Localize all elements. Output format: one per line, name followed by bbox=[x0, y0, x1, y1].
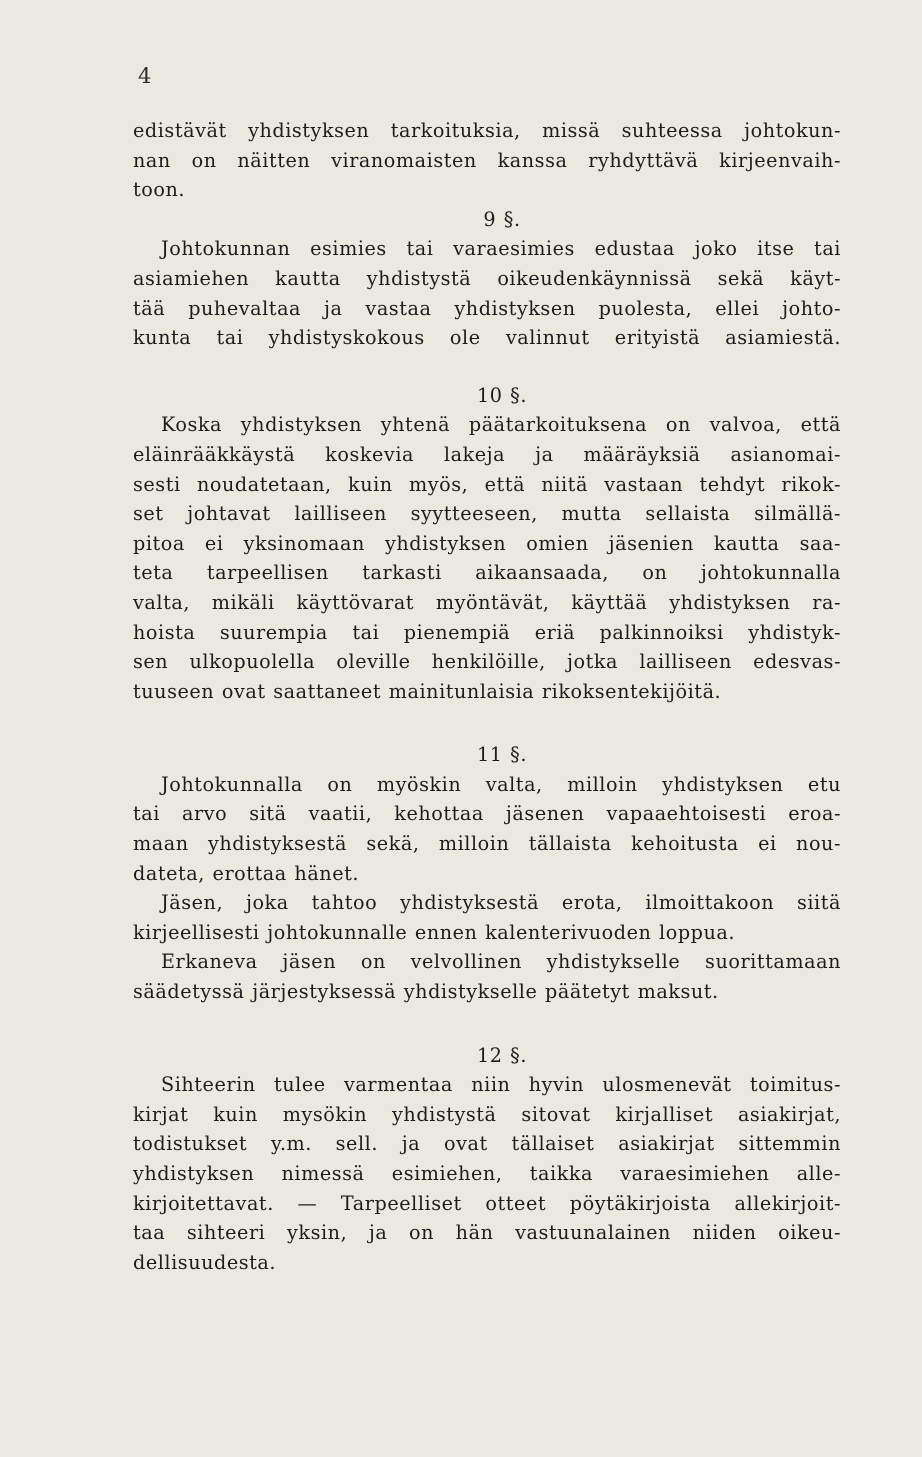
text-line: tuuseen ovat saattaneet mainitunlaisia rikoksentekijöitä. bbox=[133, 679, 722, 703]
text-line: pitoa ei yksinomaan yhdistyksen omien jäsenien kautta saa- bbox=[133, 531, 841, 555]
section-heading-12: 12 §. bbox=[477, 1043, 527, 1067]
page-number: 4 bbox=[138, 64, 152, 88]
text-line: kirjat kuin mysökin yhdistystä sitovat kirjalliset asiakirjat, bbox=[133, 1102, 841, 1126]
text-line: yhdistyksen nimessä esimiehen, taikka varaesimiehen alle- bbox=[133, 1162, 841, 1185]
section-heading-11: 11 §. bbox=[477, 743, 527, 767]
text-line: nan on näitten viranomaisten kanssa ryhdyttävä kirjeenvaih- bbox=[133, 148, 841, 172]
text-line: set johtavat lailliseen syytteeseen, mutta sellaista silmällä- bbox=[133, 502, 841, 526]
paragraph-continuation bbox=[133, 116, 841, 205]
text-line: toon. bbox=[133, 178, 186, 202]
text-line: Johtokunnalla on myöskin valta, milloin yhdistyksen etu bbox=[161, 772, 841, 796]
text-line: todistukset y.m. sell. ja ovat tällaiset asiakirjat sittemmin bbox=[133, 1132, 841, 1156]
paragraph-section-11-a bbox=[133, 770, 841, 888]
paragraph-section-11-c bbox=[133, 947, 841, 1006]
text-line: Erkaneva jäsen on velvollinen yhdistykselle suorittamaan bbox=[161, 950, 841, 974]
text-line: dellisuudesta. bbox=[133, 1250, 277, 1274]
paragraph-section-11-b bbox=[133, 888, 841, 947]
text-line: maan yhdistyksestä sekä, milloin tällaista kehoitusta ei nou- bbox=[133, 832, 841, 856]
text-line: hoista suurempia tai pienempiä eriä palkinnoiksi yhdistyk- bbox=[133, 620, 841, 644]
text-line: asiamiehen kautta yhdistystä oikeudenkäynnissä sekä käyt- bbox=[133, 266, 841, 290]
text-line: teta tarpeellisen tarkasti aikaansaada, on johtokunnalla bbox=[133, 561, 841, 585]
text-line: Jäsen, joka tahtoo yhdistyksestä erota, ilmoittakoon siitä bbox=[161, 891, 841, 915]
text-line: sen ulkopuolella oleville henkilöille, jotka lailliseen edesvas- bbox=[133, 650, 841, 674]
text-line: Johtokunnan esimies tai varaesimies edustaa joko itse tai bbox=[161, 237, 841, 261]
text-line: kirjeellisesti johtokunnalle ennen kalenterivuoden loppua. bbox=[133, 920, 736, 944]
text-line: eläinrääkkäystä koskevia lakeja ja määräyksiä asianomai- bbox=[133, 442, 841, 466]
text-line: tää puhevaltaa ja vastaa yhdistyksen puolesta, ellei johto- bbox=[133, 296, 841, 320]
text-line: taa sihteeri yksin, ja on hän vastuunalainen niiden oikeu- bbox=[133, 1221, 841, 1245]
paragraph-section-10 bbox=[133, 410, 841, 706]
text-line: Sihteerin tulee varmentaa niin hyvin ulosmenevät toimitus- bbox=[161, 1073, 841, 1097]
text-line: valta, mikäli käyttövarat myöntävät, käyttää yhdistyksen ra- bbox=[133, 590, 841, 614]
document-body bbox=[133, 116, 841, 1277]
paragraph-section-12 bbox=[133, 1070, 841, 1277]
text-line: Koska yhdistyksen yhtenä päätarkoituksena on valvoa, että bbox=[161, 413, 841, 437]
text-line: edistävät yhdistyksen tarkoituksia, missä suhteessa johtokun- bbox=[133, 119, 841, 142]
section-heading-10: 10 §. bbox=[477, 383, 527, 407]
text-line: kirjoitettavat. — Tarpeelliset otteet pöytäkirjoista allekirjoit- bbox=[133, 1191, 841, 1215]
paragraph-section-9 bbox=[133, 234, 841, 352]
section-heading-9: 9 §. bbox=[483, 207, 521, 231]
text-line: kunta tai yhdistyskokous ole valinnut erityistä asiamiestä. bbox=[133, 326, 841, 350]
text-line: tai arvo sitä vaatii, kehottaa jäsenen vapaaehtoisesti eroa- bbox=[133, 802, 841, 826]
text-line: dateta, erottaa hänet. bbox=[133, 861, 360, 885]
text-line: säädetyssä järjestyksessä yhdistykselle päätetyt maksut. bbox=[133, 980, 719, 1004]
text-line: sesti noudatetaan, kuin myös, että niitä vastaan tehdyt rikok- bbox=[133, 472, 841, 496]
